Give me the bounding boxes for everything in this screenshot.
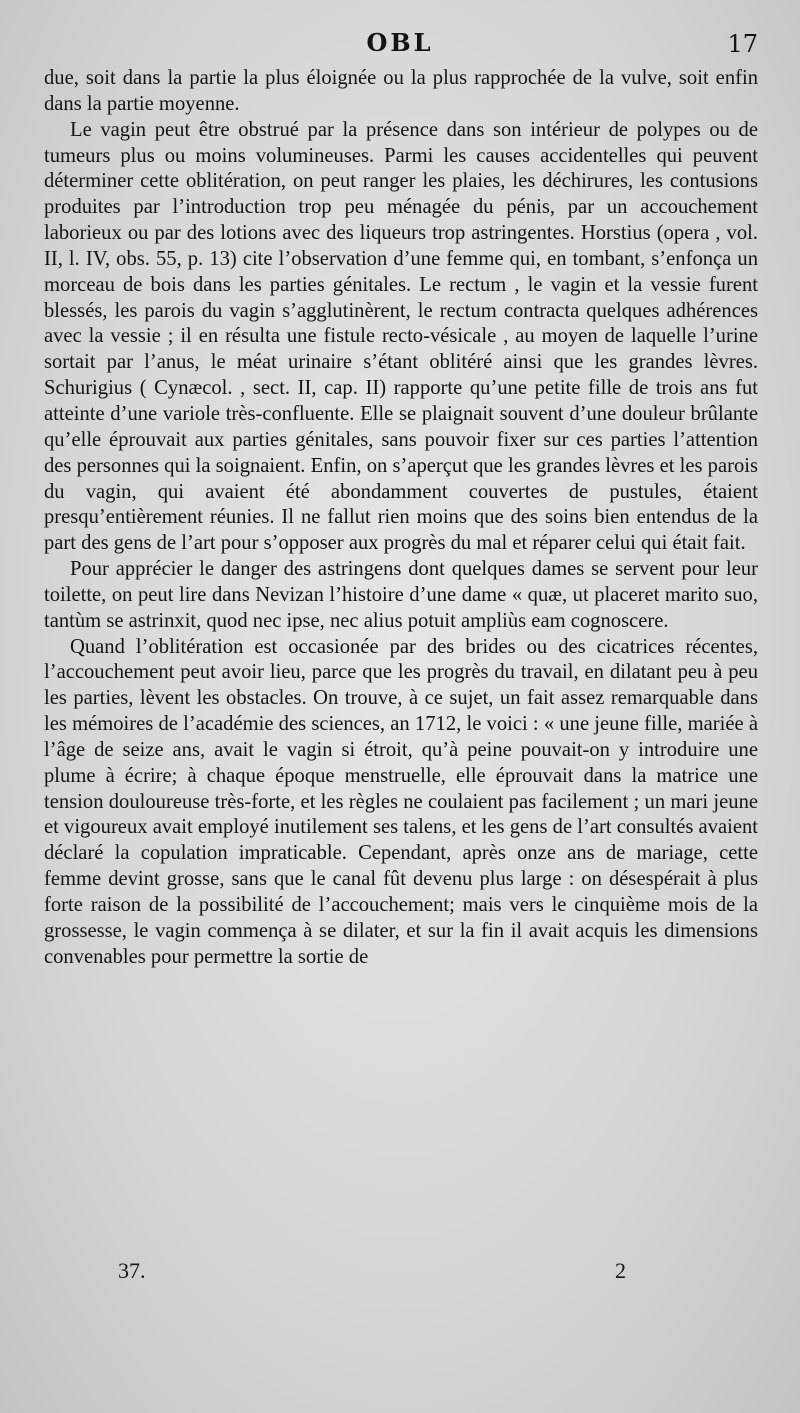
signature-mark: 2 [615, 1258, 626, 1283]
paragraph-2: Le vagin peut être obstrué par la présence dans son intérieur de polypes ou de tumeurs plus ou moins volumineuses. Parmi les causes accidentelles qui peuvent déterminer cette oblitération, on peut ranger les plaies, les déchirures, les contusions produites par l’introduction trop peu ménagée du pénis, par un accouchement laborieux ou par des lotions avec des liqueurs trop astringentes. Horstius (opera , vol. II, l. IV, obs. 55, p. 13) cite l’observation d’une femme qui, en tombant, s’enfonça un morceau de bois dans les parties génitales. Le rectum , le vagin et la vessie furent blessés, les parois du vagin s’agglutinèrent, le rectum contracta quelques adhérences avec la vessie ; il en résulta une fistule recto-vésicale , au moyen de laquelle l’urine sortait par l’anus, le méat urinaire s’étant oblitéré ainsi que les grandes lèvres. Schurigius ( Cynæcol. , sect. II, cap. II) rapporte qu’une petite fille de trois ans fut atteinte d’une variole très-confluente. Elle se plaignait souvent d’une douleur brûlante qu’elle éprouvait aux parties génitales, sans pouvoir fixer sur ces parties l’attention des personnes qui la soignaient. Enfin, on s’aperçut que les grandes lèvres et les parois du vagin, qui avaient été abondamment couvertes de pustules, étaient presqu’entièrement réunies. Il ne fallut rien moins que des soins bien entendus de la part des gens de l’art pour s’opposer aux progrès du mal et réparer celui qui était fait. [44, 118, 758, 555]
signature-number: 37. [118, 1258, 146, 1283]
page-footer [0, 1258, 800, 1298]
page-header [0, 28, 800, 68]
paragraph-4: Quand l’oblitération est occasionée par des brides ou des cicatrices récentes, l’accouchement peut avoir lieu, parce que les progrès du travail, en dilatant peu à peu les parties, lèvent les obstacles. On trouve, à ce sujet, un fait assez remarquable dans les mémoires de l’académie des sciences, an 1712, le voici : « une jeune fille, mariée à l’âge de seize ans, avait le vagin si étroit, qu’à peine pouvait-on y introduire une plume à écrire; à chaque époque menstruelle, elle éprouvait dans la matrice une tension douloureuse très-forte, et les règles ne coulaient pas facilement ; un mari jeune et vigoureux avait employé inutilement ses talens, et les gens de l’art consultés avaient déclaré la copulation impraticable. Cependant, après onze ans de mariage, cette femme devint grosse, sans que le canal fût devenu plus large : on désespérait à plus forte raison de la possibilité de l’accouchement; mais vers le cinquième mois de la grossesse, le vagin commença à se dilater, et sur la fin il avait acquis les dimensions convenables pour permettre la sortie de [44, 635, 758, 968]
paragraph-1: due, soit dans la partie la plus éloignée ou la plus rapprochée de la vulve, soit enfin dans la partie moyenne. [44, 67, 758, 115]
page-number: 17 [727, 30, 758, 58]
paragraph-3: Pour apprécier le danger des astringens dont quelques dames se servent pour leur toilette, on peut lire dans Nevizan l’histoire d’une dame « quæ, ut placeret marito suo, tantùm se astrinxit, quod nec ipse, nec alius potuit ampliùs eam cognoscere. [44, 558, 758, 632]
running-head: OBL [366, 28, 434, 57]
body-text [44, 66, 758, 971]
